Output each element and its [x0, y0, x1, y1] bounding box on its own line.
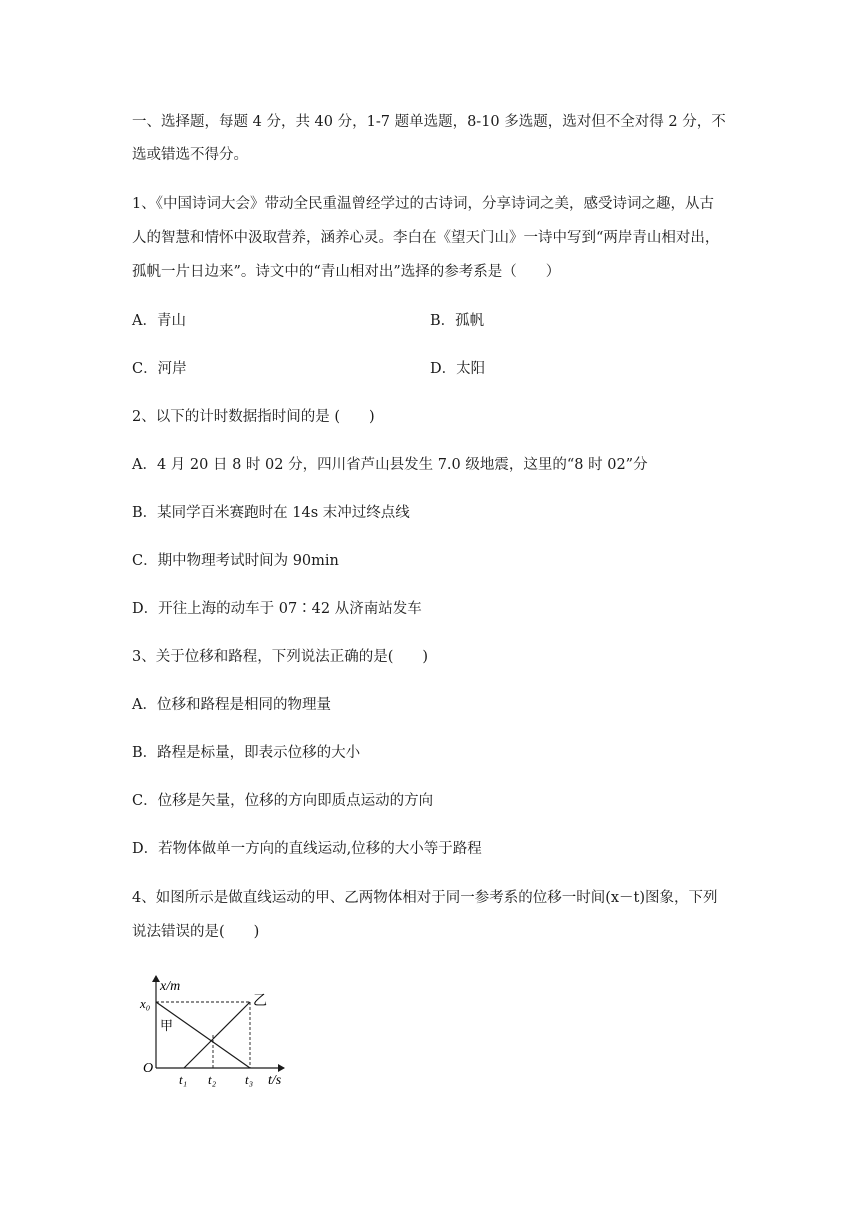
xt-graph [132, 968, 302, 1090]
t1-label: t₁ [179, 1072, 188, 1087]
series-yi-line [184, 1002, 250, 1068]
q1-option-a: A．青山 [132, 313, 186, 329]
q3-option-a: A．位移和路程是相同的物理量 [132, 697, 331, 713]
q2-option-d: D．开往上海的动车于 07∶42 从济南站发车 [132, 601, 422, 617]
q1-stem-line1: 1、《中国诗词大会》带动全民重温曾经学过的古诗词，分享诗词之美，感受诗词之趣，从古 [132, 196, 714, 212]
series-yi-label: 乙 [253, 994, 267, 1009]
q3-option-c: C．位移是矢量，位移的方向即质点运动的方向 [132, 793, 434, 809]
origin-label: O [143, 1061, 154, 1076]
q1-option-c: C．河岸 [132, 361, 187, 377]
q1-option-b: B．孤帆 [430, 313, 485, 329]
q3-option-d: D．若物体做单一方向的直线运动,位移的大小等于路程 [132, 841, 482, 857]
q4-stem-line1: 4、如图所示是做直线运动的甲、乙两物体相对于同一参考系的位移一时间(x－t)图象，下列 [132, 890, 718, 906]
q2-stem: 2、以下的计时数据指时间的是 ( ) [132, 409, 375, 425]
q1-stem-line2: 人的智慧和情怀中汲取营养，涵养心灵。李白在《望天门山》一诗中写到“两岸青山相对出， [132, 230, 720, 246]
x0-label: x₀ [140, 996, 151, 1011]
q2-option-c: C．期中物理考试时间为 90min [132, 553, 339, 569]
q3-stem: 3、关于位移和路程，下列说法正确的是( ) [132, 649, 429, 665]
q4-stem-line2: 说法错误的是( ) [132, 924, 260, 940]
section-heading-line1: 一、选择题，每题 4 分，共 40 分，1-7 题单选题，8-10 多选题，选对但不全对得 2 分，不 [132, 114, 726, 130]
t2-label: t₂ [208, 1072, 217, 1087]
q1-option-d: D．太阳 [430, 361, 486, 377]
y-axis-label: x/m [160, 979, 181, 994]
x-axis-label: t/s [268, 1073, 282, 1088]
series-jia-line [156, 1002, 250, 1068]
series-jia-label: 甲 [160, 1018, 174, 1033]
t3-label: t₃ [245, 1072, 254, 1087]
q1-stem-line3: 孤帆一片日边来”。诗文中的“青山相对出”选择的参考系是（ ） [132, 264, 561, 280]
section-heading-line2: 选或错选不得分。 [132, 147, 248, 163]
q2-option-a: A．4 月 20 日 8 时 02 分，四川省芦山县发生 7.0 级地震，这里的“8 时 02”分 [132, 457, 648, 473]
q2-option-b: B．某同学百米赛跑时在 14s 末冲过终点线 [132, 505, 410, 521]
q3-option-b: B．路程是标量，即表示位移的大小 [132, 745, 361, 761]
